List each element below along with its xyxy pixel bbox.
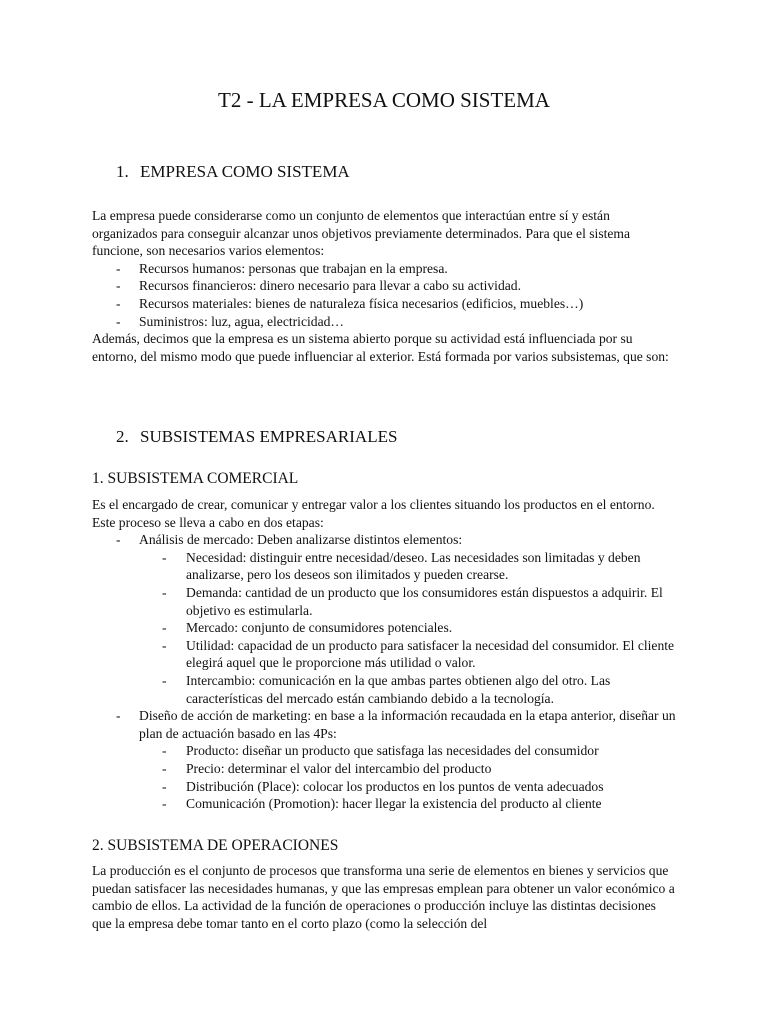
bullet-dash: - [116, 278, 121, 294]
section-heading-text: EMPRESA COMO SISTEMA [140, 162, 350, 181]
paragraph: Es el encargado de crear, comunicar y entregar valor a los clientes situando los productos en el entorno. Este proceso se lleva a cabo en dos etapas: [92, 497, 655, 530]
section-heading-1 [116, 161, 350, 183]
nested-list-item: - Precio: determinar el valor del intercambio del producto [162, 760, 492, 776]
section-1-body [92, 207, 678, 365]
bullet-dash: - [116, 260, 121, 276]
list-item: - Recursos financieros: dinero necesario para llevar a cabo su actividad. [116, 278, 521, 294]
subsection-comercial-body [92, 496, 678, 813]
subsection-operaciones-body [92, 862, 678, 932]
subsection-heading-comercial: 1. SUBSISTEMA COMERCIAL [92, 470, 299, 487]
bullet-dash: - [162, 637, 167, 653]
section-number: 2. [116, 427, 129, 446]
paragraph: La empresa puede considerarse como un conjunto de elementos que interactúan entre sí y están organizados para conseguir alcanzar unos objetivos previamente determinados. Para que el sistema funcione, son necesarios varios elementos: [92, 208, 631, 259]
nested-list-item: - Utilidad: capacidad de un producto para satisfacer la necesidad del consumidor. El cliente elegirá aquel que le proporcione más utilidad o valor. [162, 637, 675, 671]
nested-list-item: - Intercambio: comunicación en la que ambas partes obtienen algo del otro. Las características del mercado están cambiando debido a la tecnología. [162, 672, 611, 706]
list-item: - Diseño de acción de marketing: en base a la información recaudada en la etapa anterior, diseñar un plan de actuación basado en las 4Ps: [116, 708, 676, 741]
nested-list-item: - Necesidad: distinguir entre necesidad/deseo. Las necesidades son limitadas y deben analizarse, pero los deseos son ilimitados y pueden crearse. [162, 549, 641, 583]
document-title: T2 - LA EMPRESA COMO SISTEMA [218, 88, 550, 112]
bullet-dash: - [116, 313, 121, 329]
bullet-dash: - [162, 584, 167, 600]
bullet-dash: - [116, 708, 121, 724]
nested-list-item: - Demanda: cantidad de un producto que los consumidores están dispuestos a adquirir. El objetivo es estimularla. [162, 584, 663, 618]
section-heading-text: SUBSISTEMAS EMPRESARIALES [140, 427, 398, 446]
nested-list-item: - Mercado: conjunto de consumidores potenciales. [162, 620, 453, 636]
bullet-dash: - [116, 295, 121, 311]
bullet-dash: - [162, 620, 167, 636]
bullet-dash: - [162, 796, 167, 812]
bullet-dash: - [162, 549, 167, 565]
nested-list-item: - Distribución (Place): colocar los productos en los puntos de venta adecuados [162, 778, 604, 794]
list-item: - Análisis de mercado: Deben analizarse distintos elementos: [116, 532, 463, 548]
bullet-dash: - [162, 743, 167, 759]
list-item: - Suministros: luz, agua, electricidad… [116, 313, 344, 329]
nested-list-item: - Comunicación (Promotion): hacer llegar la existencia del producto al cliente [162, 796, 602, 812]
section-number: 1. [116, 162, 129, 181]
nested-list-item: - Producto: diseñar un producto que satisfaga las necesidades del consumidor [162, 743, 599, 759]
bullet-dash: - [162, 778, 167, 794]
subsection-heading-operaciones: 2. SUBSISTEMA DE OPERACIONES [92, 837, 339, 854]
paragraph: Además, decimos que la empresa es un sistema abierto porque su actividad está influenciada por su entorno, del mismo modo que puede influenciar al exterior. Está formada por varios subsistemas, que son: [92, 331, 669, 364]
paragraph: La producción es el conjunto de procesos que transforma una serie de elementos en bienes y servicios que puedan satisfacer las necesidades humanas, y que las empresas emplean para obtener un valor económico a cambio de ellos. La actividad de la función de operaciones o producción incluye las distintas decisiones que la empresa debe tomar tanto en el corto plazo (como la selección del [92, 863, 675, 931]
bullet-dash: - [162, 760, 167, 776]
list-item: - Recursos materiales: bienes de naturaleza física necesarios (edificios, muebles…) [116, 295, 584, 311]
list-item: - Recursos humanos: personas que trabajan en la empresa. [116, 260, 448, 276]
bullet-dash: - [116, 532, 121, 548]
bullet-dash: - [162, 672, 167, 688]
section-heading-2 [116, 426, 397, 448]
